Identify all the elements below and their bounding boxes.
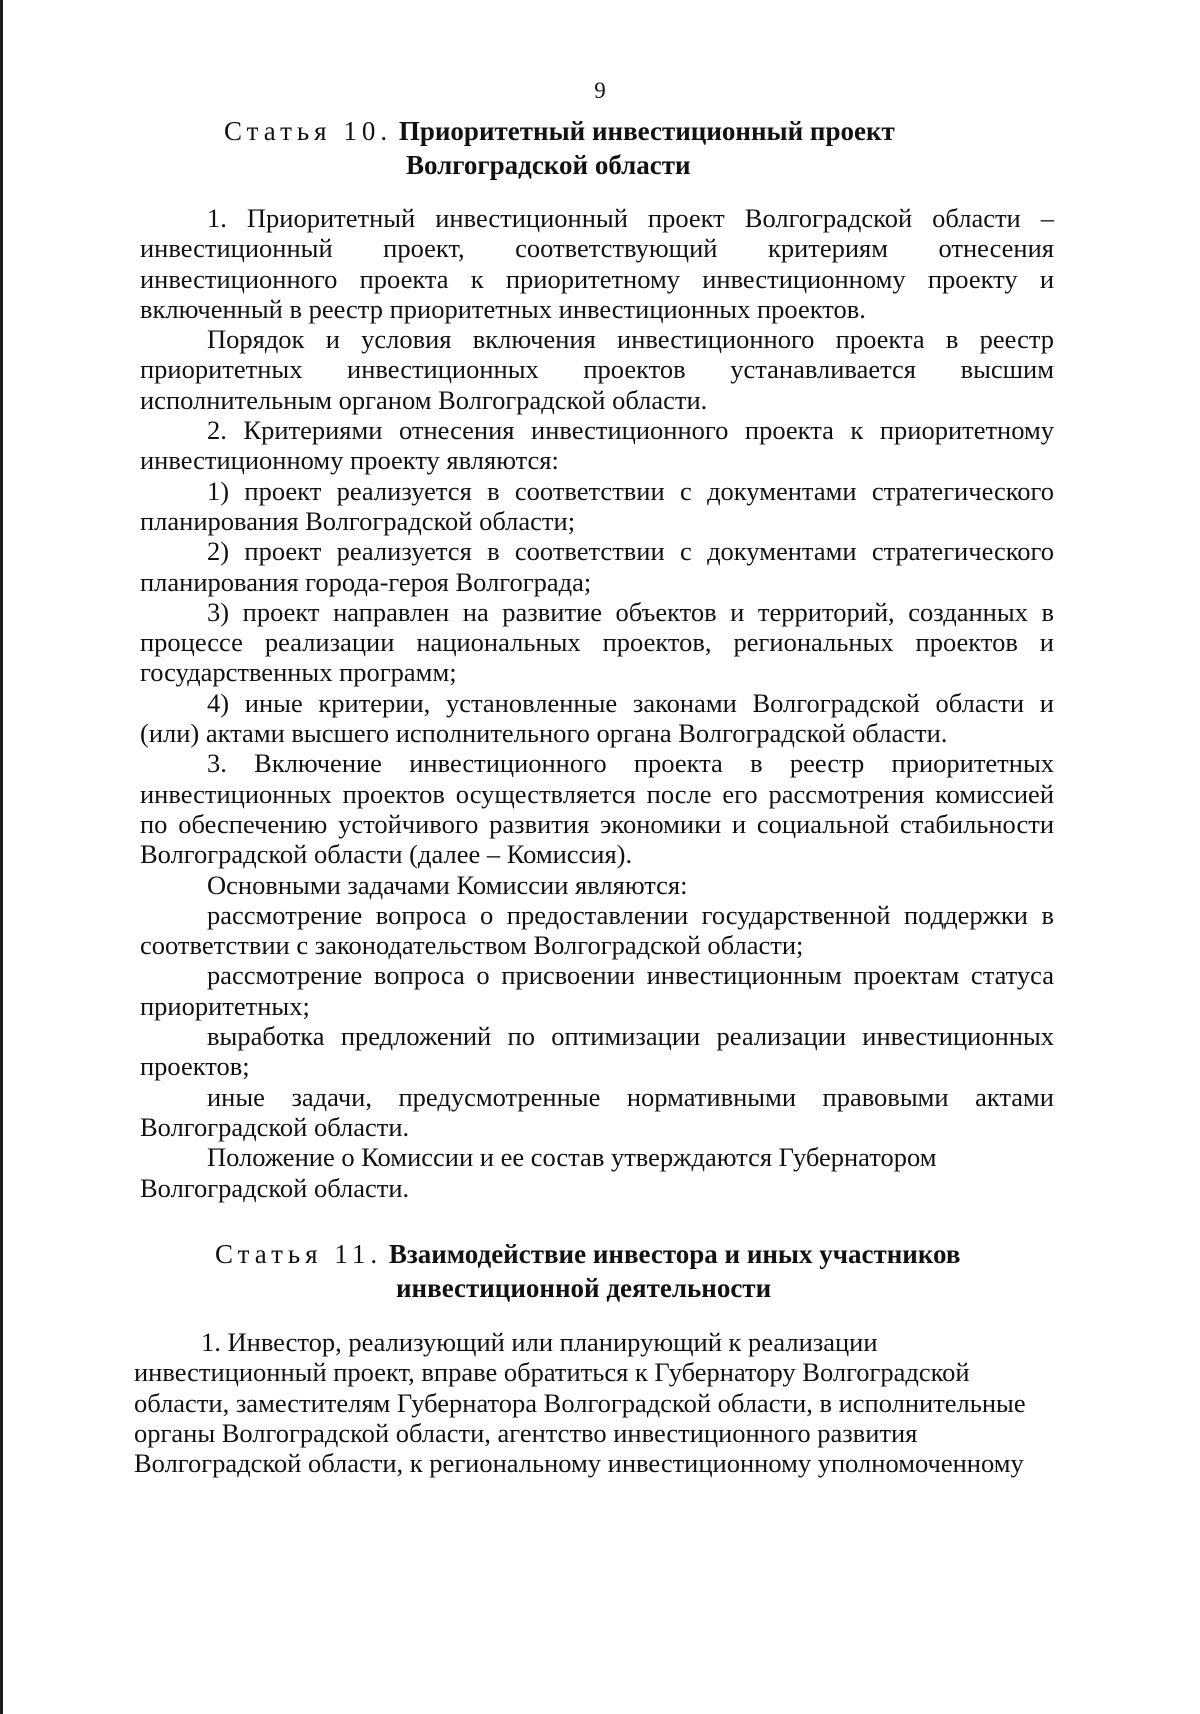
article-11-title-line1: Взаимодействие инвестора и иных участников <box>388 1239 961 1269</box>
paragraph: Порядок и условия включения инвестиционного проекта в реестр приоритетных инвестиционных проектов устанавливается высшим исполнительным органом Волгоградской области. <box>140 324 1054 415</box>
article-10-label: Статья 10. <box>224 116 393 146</box>
article-10-heading <box>224 114 895 182</box>
paragraph: иные задачи, предусмотренные нормативными правовыми актами Волгоградской области. <box>140 1081 1054 1142</box>
paragraph: 4) иные критерии, установленные законами Волгоградской области и (или) актами высшего исполнительного органа Волгоградской области. <box>140 687 1054 749</box>
article-11-body <box>134 1327 1048 1478</box>
article-11-title-line2: инвестиционной деятельности <box>396 1273 772 1303</box>
paragraph: 1) проект реализуется в соответствии с документами стратегического планирования Волгоградской области; <box>140 475 1054 536</box>
paragraph: 1. Инвестор, реализующий или планирующий к реализации инвестиционный проект, вправе обратиться к Губернатору Волгоградской области, заместителям Губернатора Волгоградской области, в исполнительные органы Волгоградской области, агентство инвестиционного развития Волгоградской области, к региональному инвестиционному уполномоченному <box>134 1327 1026 1479</box>
article-11-label: Статья 11. <box>215 1239 383 1269</box>
page-number: 9 <box>594 78 606 103</box>
article-10-body <box>140 203 1054 1203</box>
paragraph: 3. Включение инвестиционного проекта в реестр приоритетных инвестиционных проектов осуществляется после его рассмотрения комиссией по обеспечению устойчивого развития экономики и социальной стабильности Волгоградской области (далее – Комиссия). <box>140 748 1054 870</box>
paragraph: 1. Приоритетный инвестиционный проект Волгоградской области – инвестиционный проект, соответствующий критериям отнесения инвестиционного проекта к приоритетному инвестиционному проекту и включенный в реестр приоритетных инвестиционных проектов. <box>140 203 1054 324</box>
paragraph: Положение о Комиссии и ее состав утверждаются Губернатором Волгоградской области. <box>140 1142 937 1203</box>
paragraph: выработка предложений по оптимизации реализации инвестиционных проектов; <box>140 1021 1054 1082</box>
paragraph: 3) проект направлен на развитие объектов и территорий, созданных в процессе реализации национальных проектов, региональных проектов и государственных программ; <box>140 596 1054 688</box>
paragraph: рассмотрение вопроса о присвоении инвестиционным проектам статуса приоритетных; <box>140 960 1054 1021</box>
paragraph: рассмотрение вопроса о предоставлении государственной поддержки в соответствии с законодательством Волгоградской области; <box>140 899 1054 961</box>
article-11-heading <box>215 1237 960 1305</box>
article-10-title-line2: Волгоградской области <box>406 150 691 180</box>
paragraph: 2) проект реализуется в соответствии с документами стратегического планирования города-героя Волгограда; <box>140 536 1054 597</box>
paragraph: Основными задачами Комиссии являются: <box>207 869 688 900</box>
paragraph: 2. Критериями отнесения инвестиционного проекта к приоритетному инвестиционному проекту являются: <box>140 415 1054 476</box>
article-10-title-line1: Приоритетный инвестиционный проект <box>398 116 895 146</box>
scan-edge <box>0 0 3 1714</box>
